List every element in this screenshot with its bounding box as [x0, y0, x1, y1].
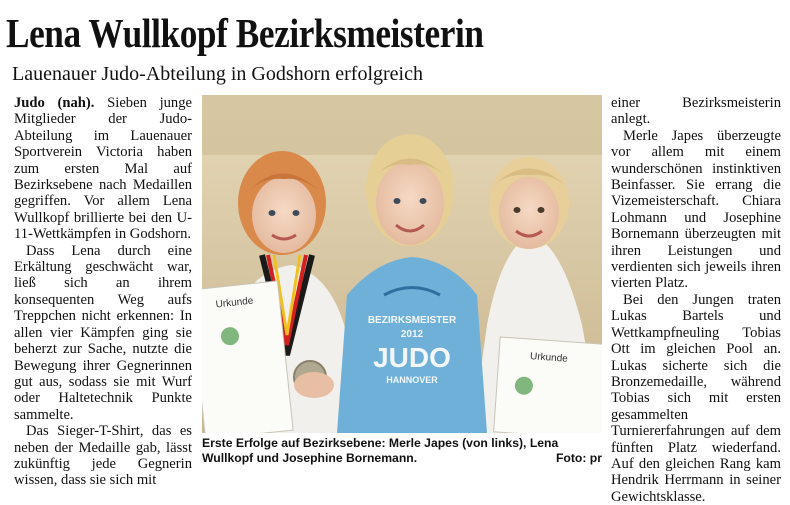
photo-caption [202, 436, 602, 466]
article-column-3 [611, 95, 781, 505]
shirt-text-city: HANNOVER [386, 375, 438, 385]
article-column-1 [14, 95, 192, 489]
subheadline: Lauenauer Judo-Abteilung in Godshorn erfolgreich [12, 63, 423, 85]
paragraph-3: Das Sieger-T-Shirt, das es neben der Medaille gab, lässt zukünftig jede Gegnerin wissen, dass sie sich mit [14, 423, 192, 489]
paragraph-1 [14, 95, 192, 243]
certificate-right-title: Urkunde [529, 351, 569, 365]
dateline: Judo (nah). [14, 95, 95, 111]
shirt-text-top: BEZIRKSMEISTER [367, 315, 457, 326]
photo-credit: Foto: pr [555, 451, 602, 465]
photo-illustration [202, 95, 602, 433]
paragraph-6: Bei den Jungen traten Lukas Bartels und Wettkampfneuling Tobias Ott im gleichen Pool an. Lukas sicherte sich die Bronzemedaille, während Tobias sich mit ersten gesammelten Turniererfahrungen auf dem fünften Platz wiederfand. Auf den gleichen Rang kam Hendrik Herrmann in seiner Gewichtsklasse. [611, 291, 781, 505]
shirt-text-year: 2012 [400, 329, 424, 340]
paragraph-2: Dass Lena durch eine Erkältung geschwächt war, ließ sich an ihrem konsequenten Weg aufs Treppchen nicht erkennen: In allen vier Kämpfen ging sie beherzt zur Sache, nutzte die Bewegung ihrer Gegnerinnen gut aus, sodass sie mit Wurf oder Haltetechnik Punkte sammelte. [14, 242, 192, 423]
paragraph-1-text: Sieben junge Mitglieder der Judo-Abteilung im Lauenauer Sportverein Victoria haben zum ersten Mal auf Bezirksebene nach Medaillen gegriffen. Vor allem Lena Wullkopf brillierte bei den U-11-Wettkämpfen in Godshorn. [14, 95, 193, 243]
certificate-left-title: Urkunde [215, 295, 254, 311]
shirt-text-judo: JUDO [373, 342, 451, 373]
headline: Lena Wullkopf Bezirksmeisterin [6, 10, 484, 56]
article-photo [202, 95, 602, 433]
caption-text: Erste Erfolge auf Bezirksebene: Merle Japes (von links), Lena Wullkopf und Josephine Bornemann. [202, 436, 559, 465]
paragraph-4: einer Bezirksmeisterin anlegt. [611, 95, 781, 128]
paragraph-5: Merle Japes überzeugte vor allem mit einem wunderschönen instinktiven Beinfasser. Sie errang die Vizemeisterschaft. Chiara Lohmann und Josephine Bornemann überzeugten mit ihren Leistungen und verdienten sich jeweils ihren vierten Platz. [611, 127, 781, 292]
